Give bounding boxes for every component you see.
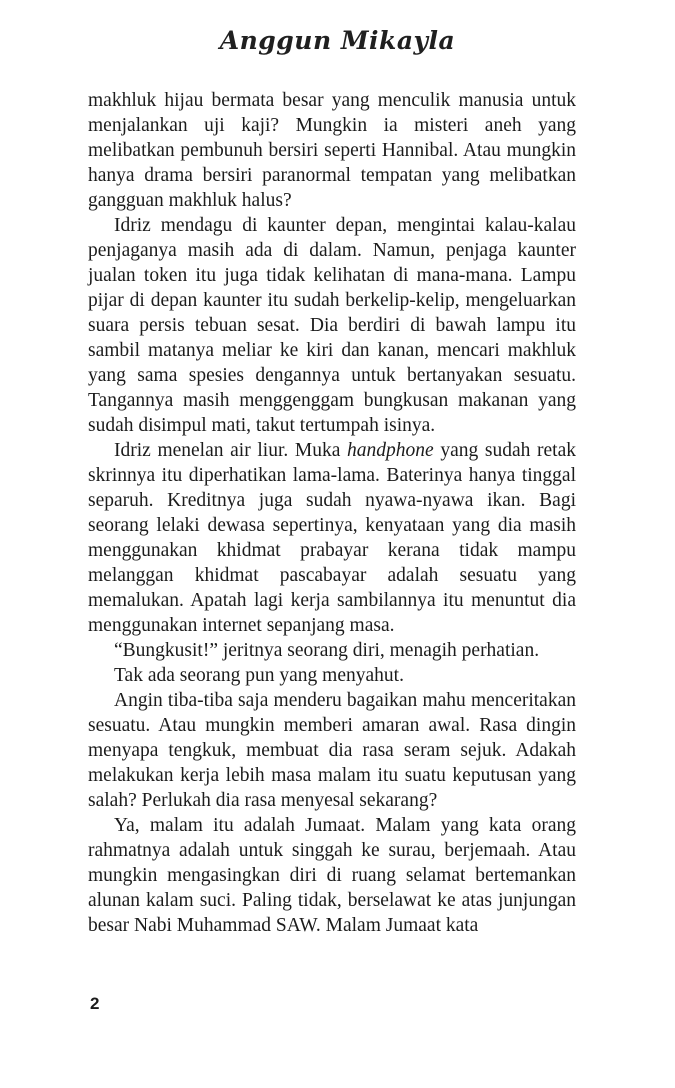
text-segment: makhluk hijau bermata besar yang menculik manusia untuk menjalankan uji kaji? Mungkin ia misteri aneh yang melibatkan pembunuh bersiri seperti Hannibal. Atau mungkin hanya drama bersiri paranormal tempatan yang melibatkan gangguan makhluk halus? bbox=[88, 90, 576, 211]
body-text bbox=[88, 88, 576, 938]
italic-text-segment: handphone bbox=[347, 440, 434, 461]
text-segment: Ya, malam itu adalah Jumaat. Malam yang kata orang rahmatnya adalah untuk singgah ke surau, berjemaah. Atau mungkin mengasingkan diri di ruang selamat bertemankan alunan kalam suci. Paling tidak, berselawat ke atas junjungan besar Nabi Muhammad SAW. Malam Jumaat kata bbox=[88, 815, 576, 936]
text-segment: Idriz mendagu di kaunter depan, mengintai kalau-kalau penjaganya masih ada di dalam. Namun, penjaga kaunter jualan token itu juga tidak kelihatan di mana-mana. Lampu pijar di depan kaunter itu sudah berkelip-kelip, mengeluarkan suara persis tebuan sesat. Dia berdiri di bawah lampu itu sambil matanya meliar ke kiri dan kanan, mencari makhluk yang sama spesies dengannya untuk bertanyakan sesuatu. Tangannya masih menggenggam bungkusan makanan yang sudah disimpul mati, takut tertumpah isinya. bbox=[88, 215, 576, 436]
paragraph bbox=[88, 438, 576, 638]
paragraph bbox=[88, 663, 576, 688]
running-head-title: Anggun Mikayla bbox=[219, 26, 456, 55]
paragraph bbox=[88, 688, 576, 813]
text-segment: Tak ada seorang pun yang menyahut. bbox=[114, 665, 404, 686]
paragraph bbox=[88, 213, 576, 438]
page-number: 2 bbox=[90, 994, 100, 1013]
paragraph bbox=[88, 813, 576, 938]
text-segment: Angin tiba-tiba saja menderu bagaikan mahu menceritakan sesuatu. Atau mungkin memberi amaran awal. Rasa dingin menyapa tengkuk, membuat dia rasa seram sejuk. Adakah melakukan kerja lebih masa malam itu suatu keputusan yang salah? Perlukah dia rasa menyesal sekarang? bbox=[88, 690, 576, 811]
text-segment: Idriz menelan air liur. Muka bbox=[114, 440, 348, 461]
paragraph bbox=[88, 638, 576, 663]
text-segment: “Bungkusit!” jeritnya seorang diri, menagih perhatian. bbox=[114, 640, 540, 661]
paragraph bbox=[88, 88, 576, 213]
text-segment: yang sudah retak skrinnya itu diperhatikan lama-lama. Baterinya hanya tinggal separuh. Kreditnya juga sudah nyawa-nyawa ikan. Bagi seorang lelaki dewasa sepertinya, kenyataan yang dia masih menggunakan khidmat prabayar kerana tidak mampu melanggan khidmat pascabayar adalah sesuatu yang memalukan. Apatah lagi kerja sambilannya itu menuntut dia menggunakan internet sepanjang masa. bbox=[88, 440, 576, 636]
